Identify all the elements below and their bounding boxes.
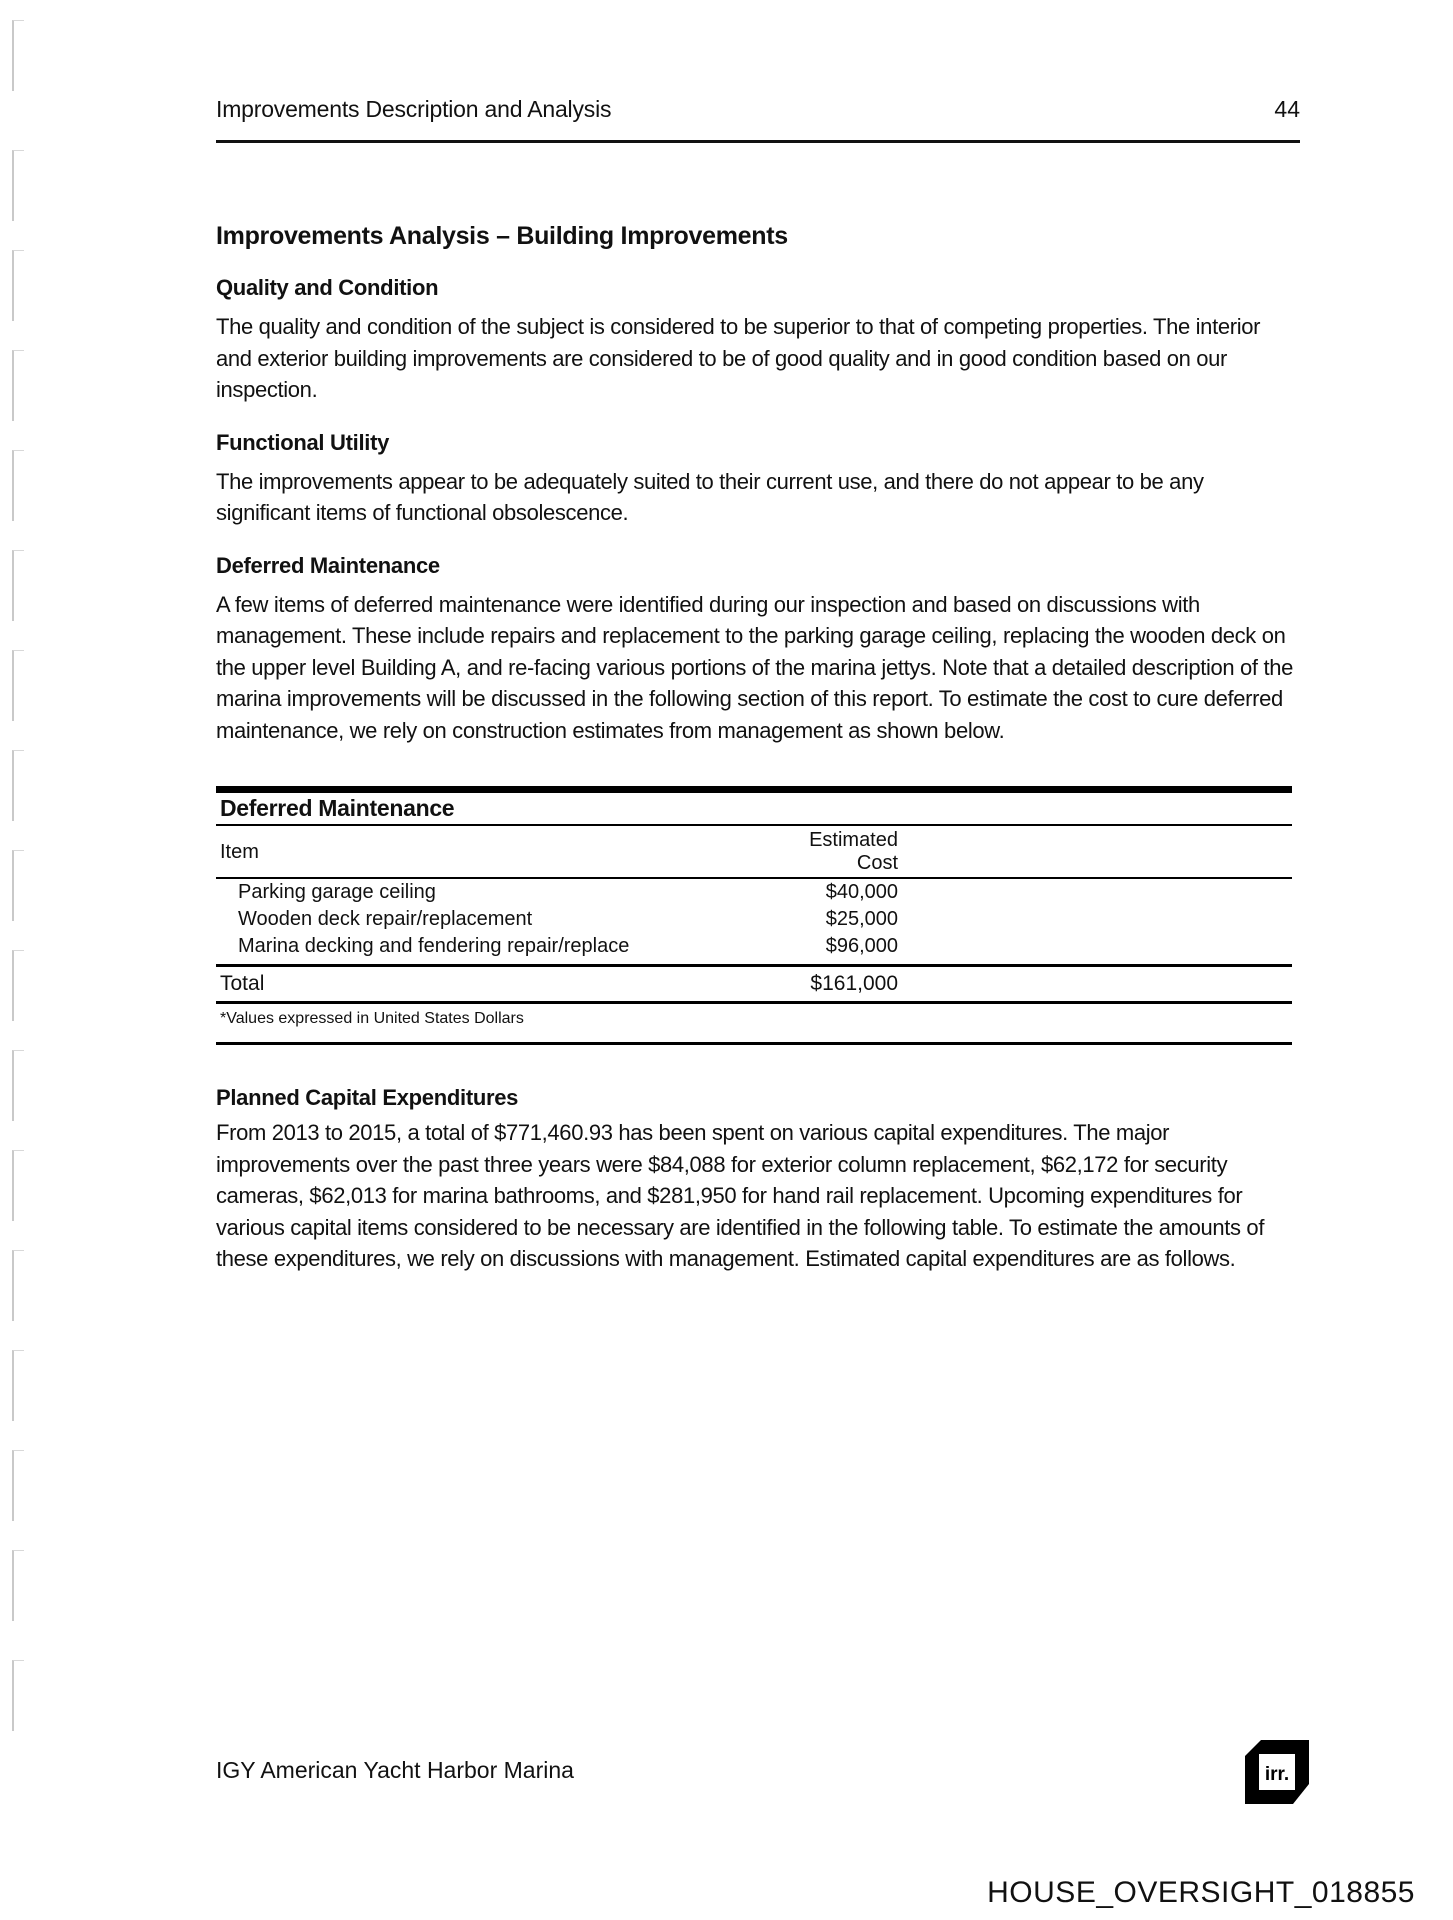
capex-section <box>216 1085 1300 1275</box>
quality-heading: Quality and Condition <box>216 275 439 300</box>
bates-number: HOUSE_OVERSIGHT_018855 <box>987 1876 1415 1909</box>
row-item: Marina decking and fendering repair/replace <box>238 935 630 957</box>
column-header-cost: Estimated Cost <box>764 825 902 878</box>
binding-mark <box>12 550 24 621</box>
binding-mark <box>12 350 24 421</box>
binding-mark <box>12 1350 24 1421</box>
binding-mark <box>12 1050 24 1121</box>
total-label: Total <box>216 966 764 1003</box>
binding-mark <box>12 950 24 1021</box>
binding-mark <box>12 1550 24 1621</box>
binding-mark <box>12 850 24 921</box>
page-content <box>216 222 1300 1299</box>
page-header <box>216 94 1300 143</box>
table-row <box>216 906 1292 933</box>
binding-mark <box>12 650 24 721</box>
binding-mark <box>12 20 24 91</box>
binding-mark <box>12 1450 24 1521</box>
capex-paragraph: From 2013 to 2015, a total of $771,460.93 has been spent on various capital expenditures. The major improvements over the past three years were $84,088 for exterior column replacement, $62,172 for security cameras, $62,013 for marina bathrooms, and $281,950 for hand rail replacement. Upcoming expenditures for various capital items considered to be necessary are identified in the following table. To estimate the amounts of these expenditures, we rely on discussions with management. Estimated capital expenditures are as follows. <box>216 1120 1265 1271</box>
quality-paragraph: The quality and condition of the subject is considered to be superior to that of competing properties. The interior and exterior building improvements are considered to be of good quality and in good condition based on our inspection. <box>216 314 1261 402</box>
column-header-item: Item <box>216 825 764 878</box>
table-header-row <box>216 825 1292 878</box>
row-cost: $96,000 <box>825 935 898 957</box>
table-caption: Deferred Maintenance <box>216 790 1292 826</box>
binding-mark <box>12 450 24 521</box>
table-note-row <box>216 1003 1292 1044</box>
capex-heading: Planned Capital Expenditures <box>216 1085 519 1110</box>
irr-logo-graphic <box>1245 1740 1309 1804</box>
functional-heading: Functional Utility <box>216 429 390 455</box>
table-row <box>216 933 1292 966</box>
row-item: Parking garage ceiling <box>238 881 436 903</box>
functional-paragraph: The improvements appear to be adequately suited to their current use, and there do not appear to be any significant items of functional obsolescence. <box>216 468 1204 525</box>
row-cost: $40,000 <box>825 881 898 903</box>
irr-logo-icon <box>1245 1740 1309 1804</box>
binding-mark <box>12 1660 24 1731</box>
header-title: Improvements Description and Analysis <box>216 96 612 122</box>
page-number: 44 <box>1274 96 1300 122</box>
section-title: Improvements Analysis – Building Improvements <box>216 222 788 250</box>
deferred-paragraph: A few items of deferred maintenance were identified during our inspection and based on discussions with management. These include repairs and replacement to the parking garage ceiling, replacing the wooden deck on the upper level Building A, and re-facing various portions of the marina jettys. Note that a detailed description of the marina improvements will be discussed in the following section of this report. To estimate the cost to cure deferred maintenance, we rely on construction estimates from management as shown below. <box>216 591 1293 743</box>
table-total-row <box>216 966 1292 1003</box>
logo-text: irr. <box>1264 1764 1290 1785</box>
table-note: *Values expressed in United States Dollars <box>216 1003 1292 1044</box>
total-value: $161,000 <box>764 966 902 1003</box>
binding-mark <box>12 1250 24 1321</box>
binding-mark <box>12 750 24 821</box>
binding-mark <box>12 250 24 321</box>
deferred-heading: Deferred Maintenance <box>216 552 440 578</box>
row-cost: $25,000 <box>825 908 898 930</box>
deferred-maintenance-table <box>216 786 1292 1045</box>
footer-property-name: IGY American Yacht Harbor Marina <box>216 1757 574 1783</box>
binding-mark <box>12 150 24 221</box>
row-item: Wooden deck repair/replacement <box>238 908 533 930</box>
binding-mark <box>12 1150 24 1221</box>
table-row <box>216 878 1292 906</box>
binding-marks <box>12 20 42 1780</box>
